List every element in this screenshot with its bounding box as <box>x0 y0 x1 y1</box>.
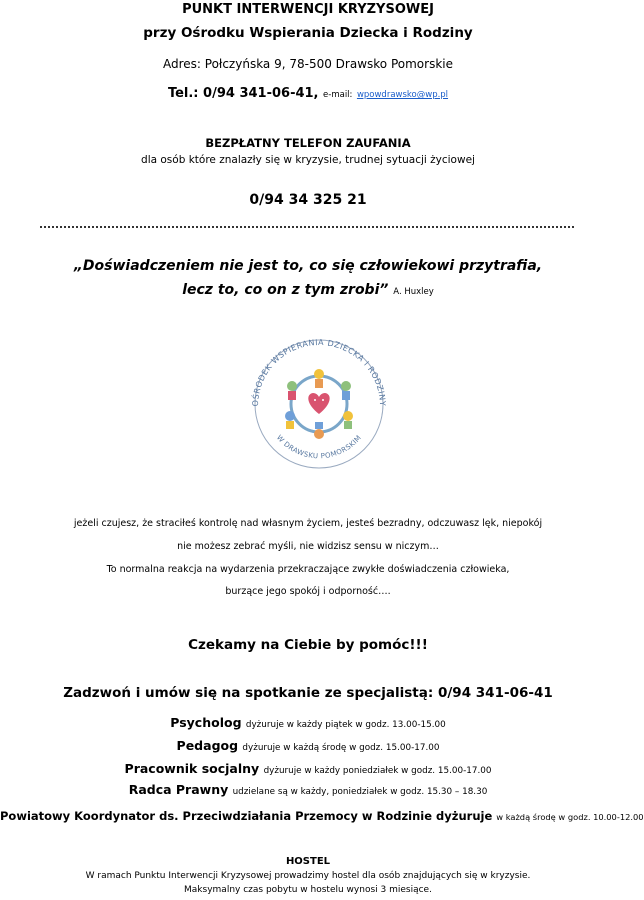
coordinator-duty: w każdą środę w godz. 10.00-12.00 <box>496 812 644 822</box>
coordinator-row <box>0 809 644 823</box>
helpline-description: dla osób które znalazły się w kryzysie, trudnej sytuacji życiowej <box>141 154 475 166</box>
coordinator-role: Powiatowy Koordynator ds. Przeciwdziałania Przemocy w Rodzinie dyżuruje <box>0 809 493 823</box>
page-subtitle: przy Ośrodku Wspierania Dziecka i Rodziny <box>143 25 473 41</box>
specialist-row <box>0 715 616 730</box>
heart-icon <box>308 393 329 414</box>
helpline-number: 0/94 34 325 21 <box>249 192 367 208</box>
hostel-line-1: W ramach Punktu Interwencji Kryzysowej prowadzimy hostel dla osób znajdujących się w kryzysie. <box>85 871 531 881</box>
hostel-line-2: Maksymalny czas pobytu w hostelu wynosi 3 miesiące. <box>184 885 432 895</box>
contact-line <box>0 86 616 101</box>
call-heading: Zadzwoń i umów się na spotkanie ze specjalistą: 0/94 341-06-41 <box>63 685 553 701</box>
body-line-1: jeżeli czujesz, że straciłeś kontrolę nad własnym życiem, jesteś bezradny, odczuwasz lęk, niepokój <box>73 518 543 529</box>
body-line-3: To normalna reakcja na wydarzenia przekraczające zwykłe doświadczenia człowieka, <box>106 564 510 575</box>
quote-line-1: „Doświadczeniem nie jest to, co się człowiekowi przytrafia, <box>73 258 543 274</box>
quote-line-2 <box>0 282 616 298</box>
quote-author: A. Huxley <box>393 287 434 297</box>
specialist-duty: dyżuruje w każdą środę w godz. 15.00-17.00 <box>242 743 440 753</box>
specialist-role: Radca Prawny <box>128 782 229 797</box>
body-line-4: burzące jego spokój i odporność…. <box>225 586 391 597</box>
specialist-row <box>0 738 616 753</box>
body-line-2: nie możesz zebrać myśli, nie widzisz sensu w niczym… <box>177 541 439 552</box>
specialist-row <box>0 782 616 797</box>
specialist-role: Psycholog <box>170 715 242 730</box>
specialist-duty: udzielane są w każdy, poniedziałek w godz. 15.30 – 18.30 <box>232 787 488 797</box>
specialist-duty: dyżuruje w każdy poniedziałek w godz. 15.00-17.00 <box>263 766 492 776</box>
waiting-heading: Czekamy na Ciebie by pomóc!!! <box>188 637 428 653</box>
center-logo <box>244 334 394 470</box>
specialist-role: Pracownik socjalny <box>124 761 260 776</box>
specialist-role: Pedagog <box>176 738 239 753</box>
logo-top-text: OŚRODEK WSPIERANIA DZIECKA I RODZINY <box>250 337 388 407</box>
email-link[interactable]: wpowdrawsko@wp.pl <box>356 90 449 100</box>
phone-number: Tel.: 0/94 341-06-41, <box>167 86 319 101</box>
helpline-title: BEZPŁATNY TELEFON ZAUFANIA <box>205 136 411 150</box>
hostel-title: HOSTEL <box>285 856 331 867</box>
specialist-row <box>0 761 616 776</box>
logo-bottom-text: W DRAWSKU POMORSKIM <box>274 433 364 461</box>
specialist-duty: dyżuruje w każdy piątek w godz. 13.00-15.00 <box>245 720 446 730</box>
email-label: e-mail: <box>323 90 353 100</box>
dotted-divider <box>40 226 574 228</box>
page-title: PUNKT INTERWENCJI KRYZYSOWEJ <box>182 2 434 17</box>
address: Adres: Połczyńska 9, 78-500 Drawsko Pomorskie <box>163 57 453 71</box>
quote-text: lecz to, co on z tym zrobi” <box>182 282 389 298</box>
